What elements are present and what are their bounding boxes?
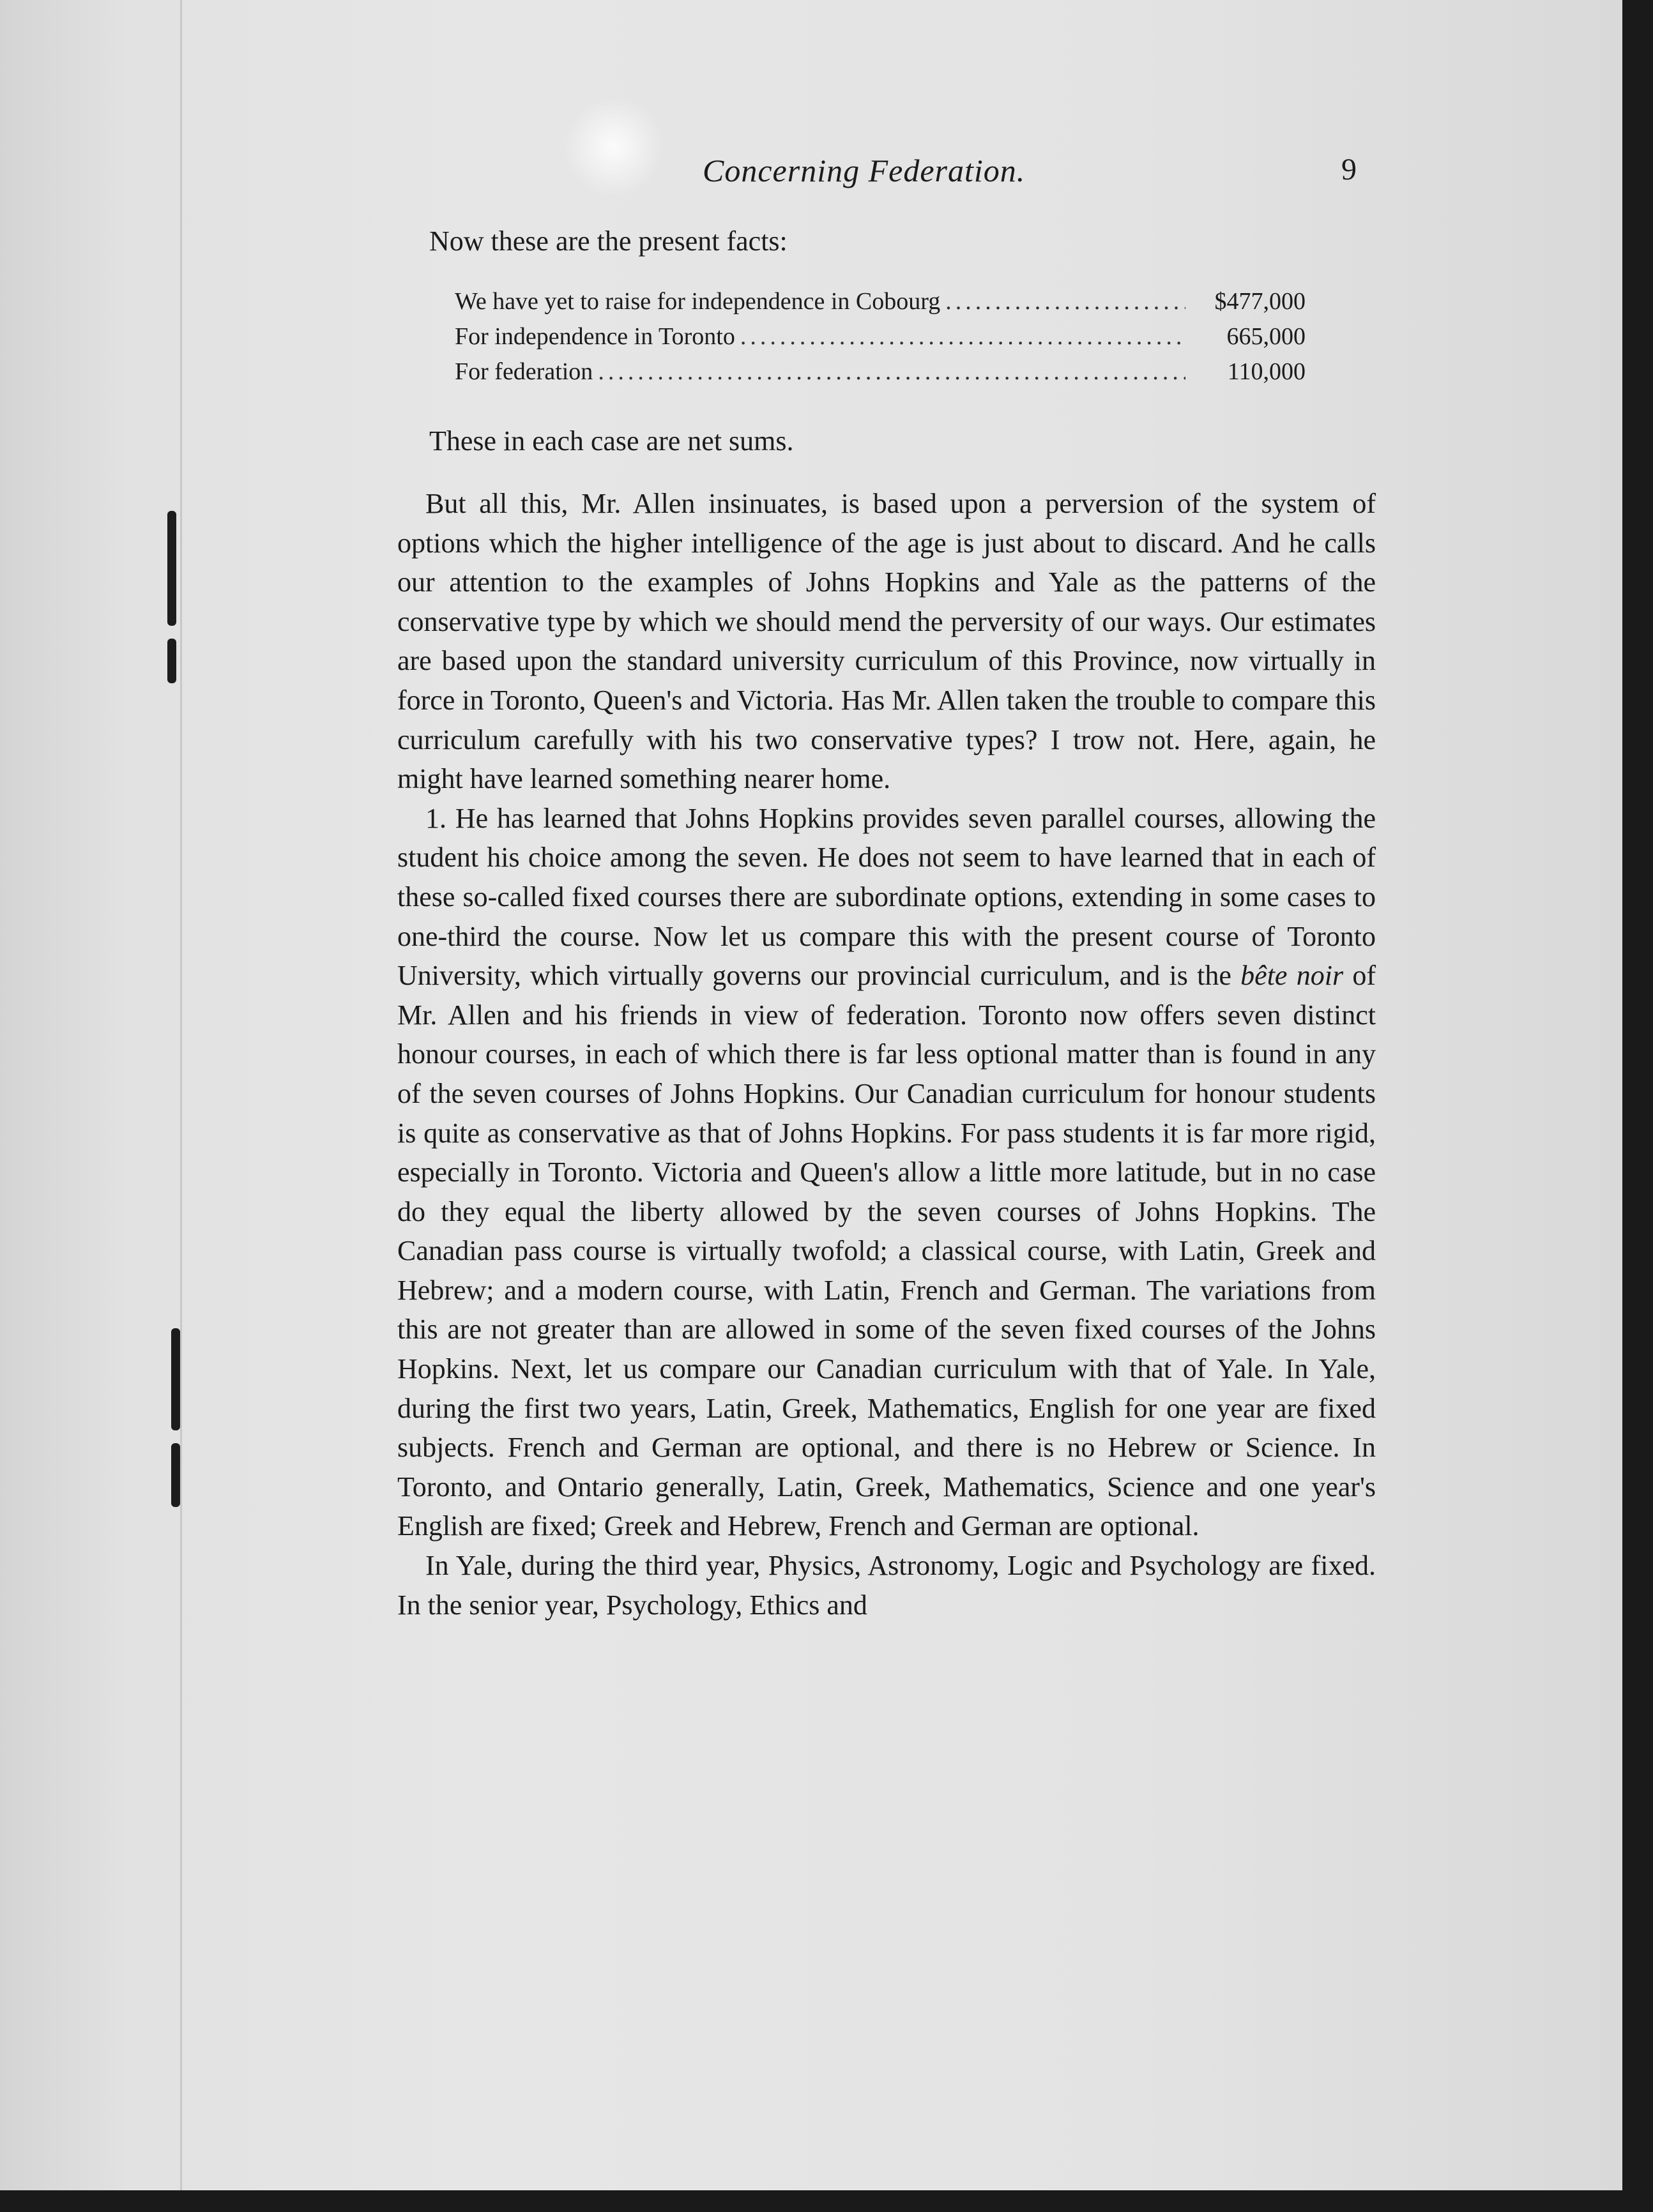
- leader-dots: [740, 322, 1185, 351]
- fact-label: We have yet to raise for independence in Cobourg: [455, 288, 941, 315]
- leader-dots: [945, 287, 1185, 315]
- fact-label: For federation: [455, 358, 593, 385]
- binding-fold: [180, 0, 182, 2190]
- body-text: [397, 484, 1376, 1625]
- fact-amount: 665,000: [1226, 323, 1306, 350]
- fact-label: For independence in Toronto: [455, 323, 735, 350]
- scan-border-right: [1622, 0, 1653, 2212]
- fact-amount: 110,000: [1227, 358, 1306, 385]
- paper-smudge: [562, 96, 664, 198]
- fact-amount: $477,000: [1214, 288, 1306, 315]
- fact-row: [455, 358, 1306, 393]
- leader-dots: [598, 358, 1185, 386]
- binding-stitch-mark: [167, 639, 176, 683]
- net-sums-note: These in each case are net sums.: [429, 425, 794, 457]
- facts-table: [455, 287, 1306, 393]
- page-number: 9: [1341, 153, 1357, 186]
- paragraph: 1. He has learned that Johns Hopkins provides seven parallel courses, allowing the student his choice among the seven. He does not seem to have learned that in each of these so-called fixed courses there are subordinate options, extending in some cases to one-third the course. Now let us compare this with the present course of Toronto University, which virtually governs our provincial curriculum, and is the bête noir of Mr. Allen and his friends in view of federation. Toronto now offers seven distinct honour courses, in each of which there is far less optional matter than is found in any of the seven courses of Johns Hopkins. Our Canadian curriculum for honour students is quite as conservative as that of Johns Hopkins. For pass students it is far more rigid, especially in Toronto. Victoria and Queen's allow a little more latitude, but in no case do they equal the liberty allowed by the seven courses of Johns Hopkins. The Canadian pass course is virtually twofold; a classical course, with Latin, Greek and Hebrew; and a modern course, with Latin, French and German. The variations from this are not greater than are allowed in some of the seven fixed courses of the Johns Hopkins. Next, let us compare our Canadian curriculum with that of Yale. In Yale, during the first two years, Latin, Greek, Mathematics, English for one year are fixed subjects. French and German are optional, and there is no Hebrew or Science. In Toronto, and Ontario generally, Latin, Greek, Mathematics, Science and one year's English are fixed; Greek and Hebrew, French and German are optional.: [397, 802, 1376, 1542]
- scan-border-bottom: [0, 2190, 1653, 2212]
- fact-row: [455, 287, 1306, 322]
- paragraph: In Yale, during the third year, Physics, Astronomy, Logic and Psychology are fixed. In the senior year, Psychology, Ethics and: [397, 1550, 1376, 1621]
- binding-stitch-mark: [171, 1443, 180, 1507]
- fact-row: [455, 322, 1306, 358]
- italic-phrase: bête noir: [1240, 960, 1344, 992]
- intro-line: Now these are the present facts:: [429, 225, 788, 257]
- binding-stitch-mark: [171, 1328, 180, 1430]
- running-head: Concerning Federation.: [703, 153, 1026, 188]
- binding-stitch-mark: [167, 511, 176, 626]
- paragraph: But all this, Mr. Allen insinuates, is based upon a perversion of the system of options which the higher intelligence of the age is just about to discard. And he calls our attention to the examples of Johns Hopkins and Yale as the patterns of the conservative type by which we should mend the perversity of our ways. Our estimates are based upon the standard university curriculum of this Province, now virtually in force in Toronto, Queen's and Victoria. Has Mr. Allen taken the trouble to compare this curriculum carefully with his two conservative types? I trow not. Here, again, he might have learned something nearer home.: [397, 488, 1376, 795]
